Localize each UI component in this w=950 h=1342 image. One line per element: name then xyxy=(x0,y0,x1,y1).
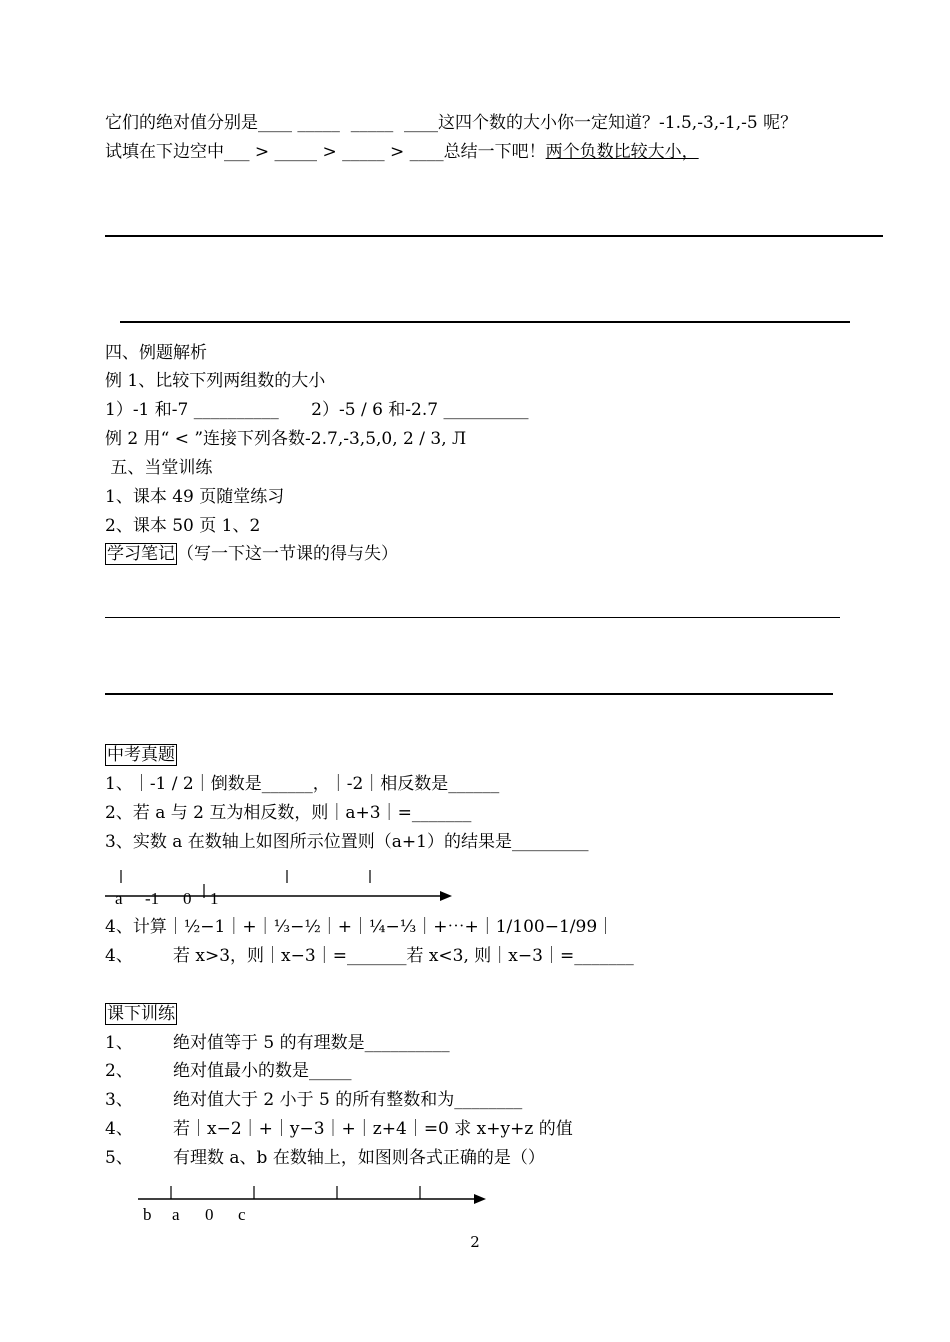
homework-item xyxy=(105,1032,450,1054)
homework-item-text: 绝对值大于 2 小于 5 的所有整数和为________ xyxy=(173,1090,523,1110)
exam-q5-num: 4、 xyxy=(105,946,133,966)
exam-q3: 3、实数 a 在数轴上如图所示位置则（a+1）的结果是_________ xyxy=(105,832,589,852)
homework-item-text: 绝对值等于 5 的有理数是__________ xyxy=(173,1033,450,1053)
exam-q5 xyxy=(105,945,634,967)
notes-box: 学习笔记 xyxy=(107,544,175,564)
homework-heading-box: 课下训练 xyxy=(107,1004,175,1024)
axis2-label-0: 0 xyxy=(205,1205,214,1224)
axis2-label-c: c xyxy=(238,1205,246,1224)
homework-item-num: 4、 xyxy=(105,1119,133,1139)
axis1-label-neg1: -1 xyxy=(145,889,160,908)
homework-item-num: 2、 xyxy=(105,1061,133,1081)
exam-q2: 2、若 a 与 2 互为相反数，则｜a+3｜=_______ xyxy=(105,803,472,823)
answer-line-1 xyxy=(105,235,883,237)
intro-line-2 xyxy=(105,141,699,163)
notes-line xyxy=(105,543,398,565)
exam-q5-text: 若 x>3，则｜x−3｜=_______若 x<3, 则｜x−3｜=_______ xyxy=(173,946,634,966)
homework-item-text: 绝对值最小的数是_____ xyxy=(173,1061,352,1081)
homework-item-num: 5、 xyxy=(105,1148,133,1168)
notes-line-1 xyxy=(105,617,840,618)
homework-item-num: 3、 xyxy=(105,1090,133,1110)
section5-heading: 五、当堂训练 xyxy=(105,458,213,478)
intro-line-1: 它们的绝对值分别是____ _____ _____ ____这四个数的大小你一定知道？-1.5,-3,-1,-5 呢？ xyxy=(105,113,798,133)
example-2: 例 2 用“ < ”连接下列各数-2.7,-3,5,0, 2 / 3, Л xyxy=(105,429,467,449)
page-number: 2 xyxy=(470,1233,480,1251)
exam-q4: 4、计算｜½−1｜+｜⅓−½｜+｜¼−⅓｜+⋯+｜1/100−1/99｜ xyxy=(105,917,615,937)
homework-item-text: 若｜x−2｜+｜y−3｜+｜z+4｜=0 求 x+y+z 的值 xyxy=(173,1119,573,1139)
homework-item-text: 有理数 a、b 在数轴上，如图则各式正确的是（） xyxy=(173,1148,545,1168)
axis1-label-1: 1 xyxy=(210,889,219,908)
homework-item xyxy=(105,1089,522,1111)
homework-heading xyxy=(105,1003,177,1025)
example-1-items: 1）-1 和-7 __________ 2）-5 / 6 和-2.7 __________ xyxy=(105,400,529,420)
summary-prompt: 两个负数比较大小， xyxy=(545,142,699,162)
axis1-label-0: 0 xyxy=(183,889,192,908)
homework-item xyxy=(105,1060,352,1082)
section4-heading: 四、例题解析 xyxy=(105,343,207,363)
notes-text: （写一下这一节课的得与失） xyxy=(177,544,398,564)
intro-line-2-text: 试填在下边空中___ > _____ > _____ > ____总结一下吧！ xyxy=(105,142,546,162)
exam-heading xyxy=(105,744,177,766)
axis2-label-a: a xyxy=(172,1205,180,1224)
notes-line-2 xyxy=(105,693,833,695)
axis1-label-a: a xyxy=(115,889,123,908)
answer-line-2 xyxy=(120,321,850,323)
practice-item-2: 2、课本 50 页 1、2 xyxy=(105,516,261,536)
homework-item-num: 1、 xyxy=(105,1033,133,1053)
exam-q1: 1、｜-1 / 2｜倒数是______，｜-2｜相反数是______ xyxy=(105,774,500,794)
practice-item-1: 1、课本 49 页随堂练习 xyxy=(105,487,285,507)
exam-heading-box: 中考真题 xyxy=(107,745,175,765)
number-line-1 xyxy=(0,862,460,912)
homework-item xyxy=(105,1118,573,1140)
homework-item xyxy=(105,1147,545,1169)
number-line-2 xyxy=(0,1180,500,1230)
example-1: 例 1、比较下列两组数的大小 xyxy=(105,371,326,391)
axis2-label-b: b xyxy=(143,1205,152,1224)
